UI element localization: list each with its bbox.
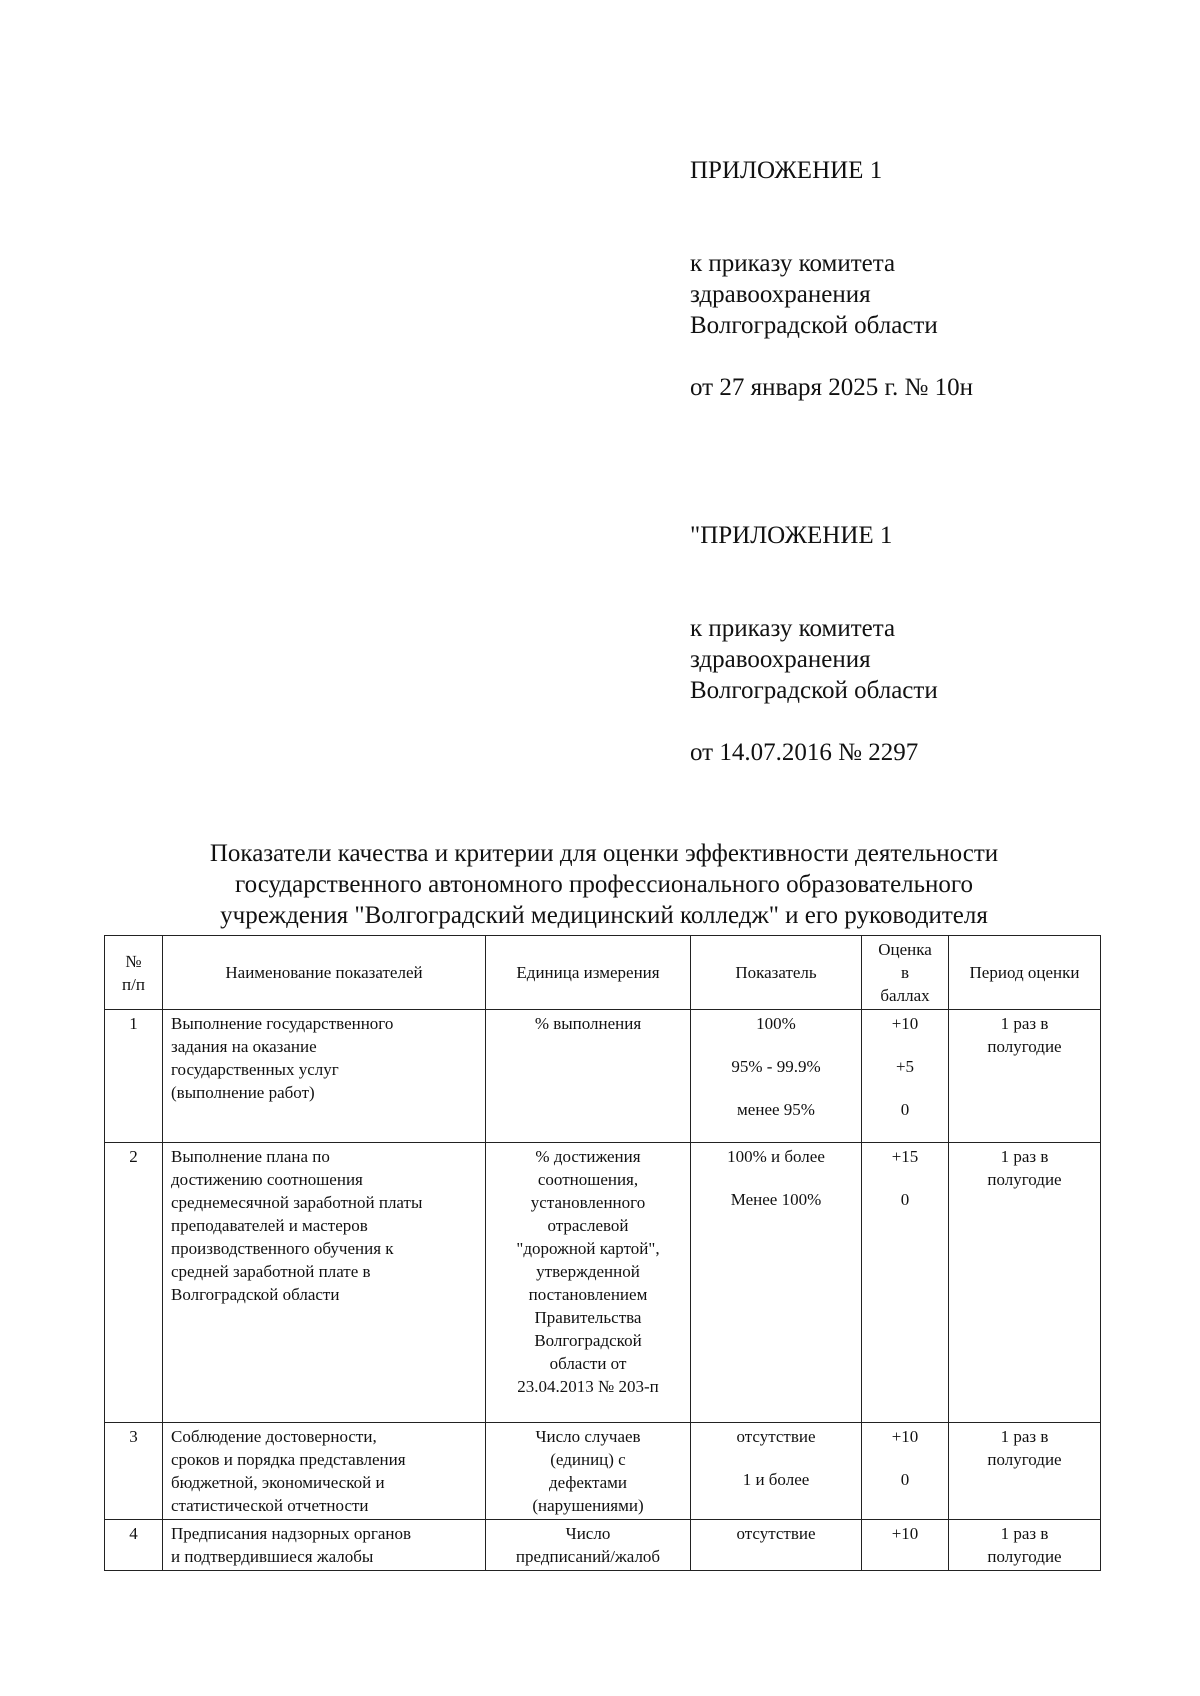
header-text: баллах (880, 986, 930, 1005)
document-title-line: государственного автономного профессионального образовательного (234, 871, 974, 898)
cell-line: полугодие (987, 1170, 1062, 1189)
appendix-title-original (690, 520, 892, 551)
cell-line: сроков и порядка представления (171, 1450, 406, 1469)
order-reference-line: здравоохранения (690, 281, 871, 308)
cell-line: отраслевой (547, 1216, 629, 1235)
header-text: Оценка (878, 940, 932, 959)
score-values (862, 1520, 949, 1571)
cell-line: "дорожной картой", (516, 1239, 660, 1258)
indicator-name (163, 1520, 486, 1571)
cell-line: утвержденной (536, 1262, 640, 1281)
cell-line: задания на оказание (171, 1037, 317, 1056)
cell-line: 1 раз в (1000, 1427, 1049, 1446)
cell-line: Волгоградской области (171, 1285, 340, 1304)
measurement-unit (486, 1010, 691, 1143)
indicator-value: менее 95% (737, 1100, 815, 1119)
table-row (105, 1143, 1101, 1423)
header-indicator: Показатель (691, 936, 862, 1010)
appendix-order-reference-current (690, 248, 938, 341)
appendix-order-reference-original (690, 613, 938, 706)
row-number: 3 (105, 1423, 163, 1520)
measurement-unit (486, 1143, 691, 1423)
cell-line: 23.04.2013 № 203-п (517, 1377, 659, 1396)
cell-line: средней заработной плате в (171, 1262, 371, 1281)
cell-line: 1 раз в (1000, 1014, 1049, 1033)
header-name: Наименование показателей (163, 936, 486, 1010)
cell-line: полугодие (987, 1450, 1062, 1469)
score-value: +15 (891, 1147, 919, 1166)
indicator-name (163, 1010, 486, 1143)
cell-line: статистической отчетности (171, 1496, 369, 1515)
cell-line: % выполнения (534, 1014, 642, 1033)
order-reference-line: к приказу комитета (690, 250, 896, 277)
cell-line: Волгоградской (534, 1331, 642, 1350)
table-row (105, 1423, 1101, 1520)
cell-line: Число (565, 1524, 611, 1543)
header-unit: Единица измерения (486, 936, 691, 1010)
score-value: 0 (900, 1190, 910, 1209)
indicator-values (691, 1423, 862, 1520)
indicator-values (691, 1010, 862, 1143)
indicator-name (163, 1423, 486, 1520)
cell-line: преподавателей и мастеров (171, 1216, 368, 1235)
appendix-title-text: ПРИЛОЖЕНИЕ 1 (690, 157, 883, 184)
cell-line: Предписания надзорных органов (171, 1524, 412, 1543)
order-reference-line: Волгоградской области (690, 312, 938, 339)
cell-line: бюджетной, экономической и (171, 1473, 385, 1492)
indicator-value: 95% - 99.9% (731, 1057, 821, 1076)
cell-line: 1 раз в (1000, 1147, 1049, 1166)
cell-line: Правительства (534, 1308, 642, 1327)
cell-line: (единиц) с (550, 1450, 626, 1469)
assessment-period (949, 1010, 1101, 1143)
order-reference-line: к приказу комитета (690, 615, 896, 642)
cell-line: Соблюдение достоверности, (171, 1427, 377, 1446)
assessment-period (949, 1423, 1101, 1520)
score-value: +5 (895, 1057, 915, 1076)
header-period: Период оценки (949, 936, 1101, 1010)
order-date-text: от 14.07.2016 № 2297 (690, 739, 919, 766)
cell-line: соотношения, (537, 1170, 639, 1189)
score-value: 0 (900, 1470, 910, 1489)
header-text: п/п (122, 974, 145, 994)
document-title-line: Показатели качества и критерии для оценки эффективности деятельности (209, 840, 999, 867)
score-values (862, 1143, 949, 1423)
cell-line: полугодие (987, 1037, 1062, 1056)
cell-line: достижению соотношения (171, 1170, 363, 1189)
score-value: +10 (891, 1524, 919, 1543)
indicator-value: Менее 100% (730, 1190, 822, 1209)
header-text: в (900, 963, 910, 982)
document-title-line: учреждения "Волгоградский медицинский колледж" и его руководителя (220, 902, 988, 929)
table-row (105, 1520, 1101, 1571)
order-reference-line: Волгоградской области (690, 677, 938, 704)
cell-line: постановлением (528, 1285, 648, 1304)
row-number: 4 (105, 1520, 163, 1571)
appendix-order-date-original (690, 737, 918, 768)
score-values (862, 1423, 949, 1520)
cell-line: Число случаев (535, 1427, 641, 1446)
cell-line: (нарушениями) (532, 1496, 644, 1515)
appendix-title-current (690, 155, 882, 186)
cell-line: Выполнение плана по (171, 1147, 330, 1166)
indicators-table (104, 935, 1101, 1571)
indicator-name (163, 1143, 486, 1423)
cell-line: производственного обучения к (171, 1239, 394, 1258)
table-row (105, 1010, 1101, 1143)
score-value: 0 (900, 1100, 910, 1119)
score-value: +10 (891, 1014, 919, 1033)
cell-line: дефектами (548, 1473, 628, 1492)
row-number: 2 (105, 1143, 163, 1423)
score-values (862, 1010, 949, 1143)
cell-line: (выполнение работ) (171, 1083, 315, 1102)
row-number: 1 (105, 1010, 163, 1143)
cell-line: предписаний/жалоб (515, 1547, 661, 1566)
cell-line: 1 раз в (1000, 1524, 1049, 1543)
cell-line: полугодие (987, 1547, 1062, 1566)
indicator-value: отсутствие (736, 1524, 816, 1543)
score-value: +10 (891, 1427, 919, 1446)
indicator-values (691, 1143, 862, 1423)
assessment-period (949, 1143, 1101, 1423)
header-score (862, 936, 949, 1010)
measurement-unit (486, 1423, 691, 1520)
document-title (104, 838, 1104, 931)
order-date-text: от 27 января 2025 г. № 10н (690, 374, 973, 401)
cell-line: среднемесячной заработной платы (171, 1193, 423, 1212)
cell-line: государственных услуг (171, 1060, 339, 1079)
indicator-value: отсутствие (736, 1427, 816, 1446)
cell-line: и подтвердившиеся жалобы (171, 1547, 374, 1566)
indicator-values (691, 1520, 862, 1571)
header-number (105, 936, 163, 1010)
cell-line: % достижения (535, 1147, 641, 1166)
indicator-value: 1 и более (742, 1470, 810, 1489)
assessment-period (949, 1520, 1101, 1571)
appendix-order-date-current (690, 372, 973, 403)
header-text: № (125, 951, 142, 971)
order-reference-line: здравоохранения (690, 646, 871, 673)
appendix-title-text: "ПРИЛОЖЕНИЕ 1 (690, 522, 893, 549)
indicator-value: 100% и более (727, 1147, 825, 1166)
measurement-unit (486, 1520, 691, 1571)
indicator-value: 100% (756, 1014, 796, 1033)
cell-line: области от (549, 1354, 627, 1373)
cell-line: установленного (530, 1193, 646, 1212)
cell-line: Выполнение государственного (171, 1014, 394, 1033)
table-header-row (105, 936, 1101, 1010)
